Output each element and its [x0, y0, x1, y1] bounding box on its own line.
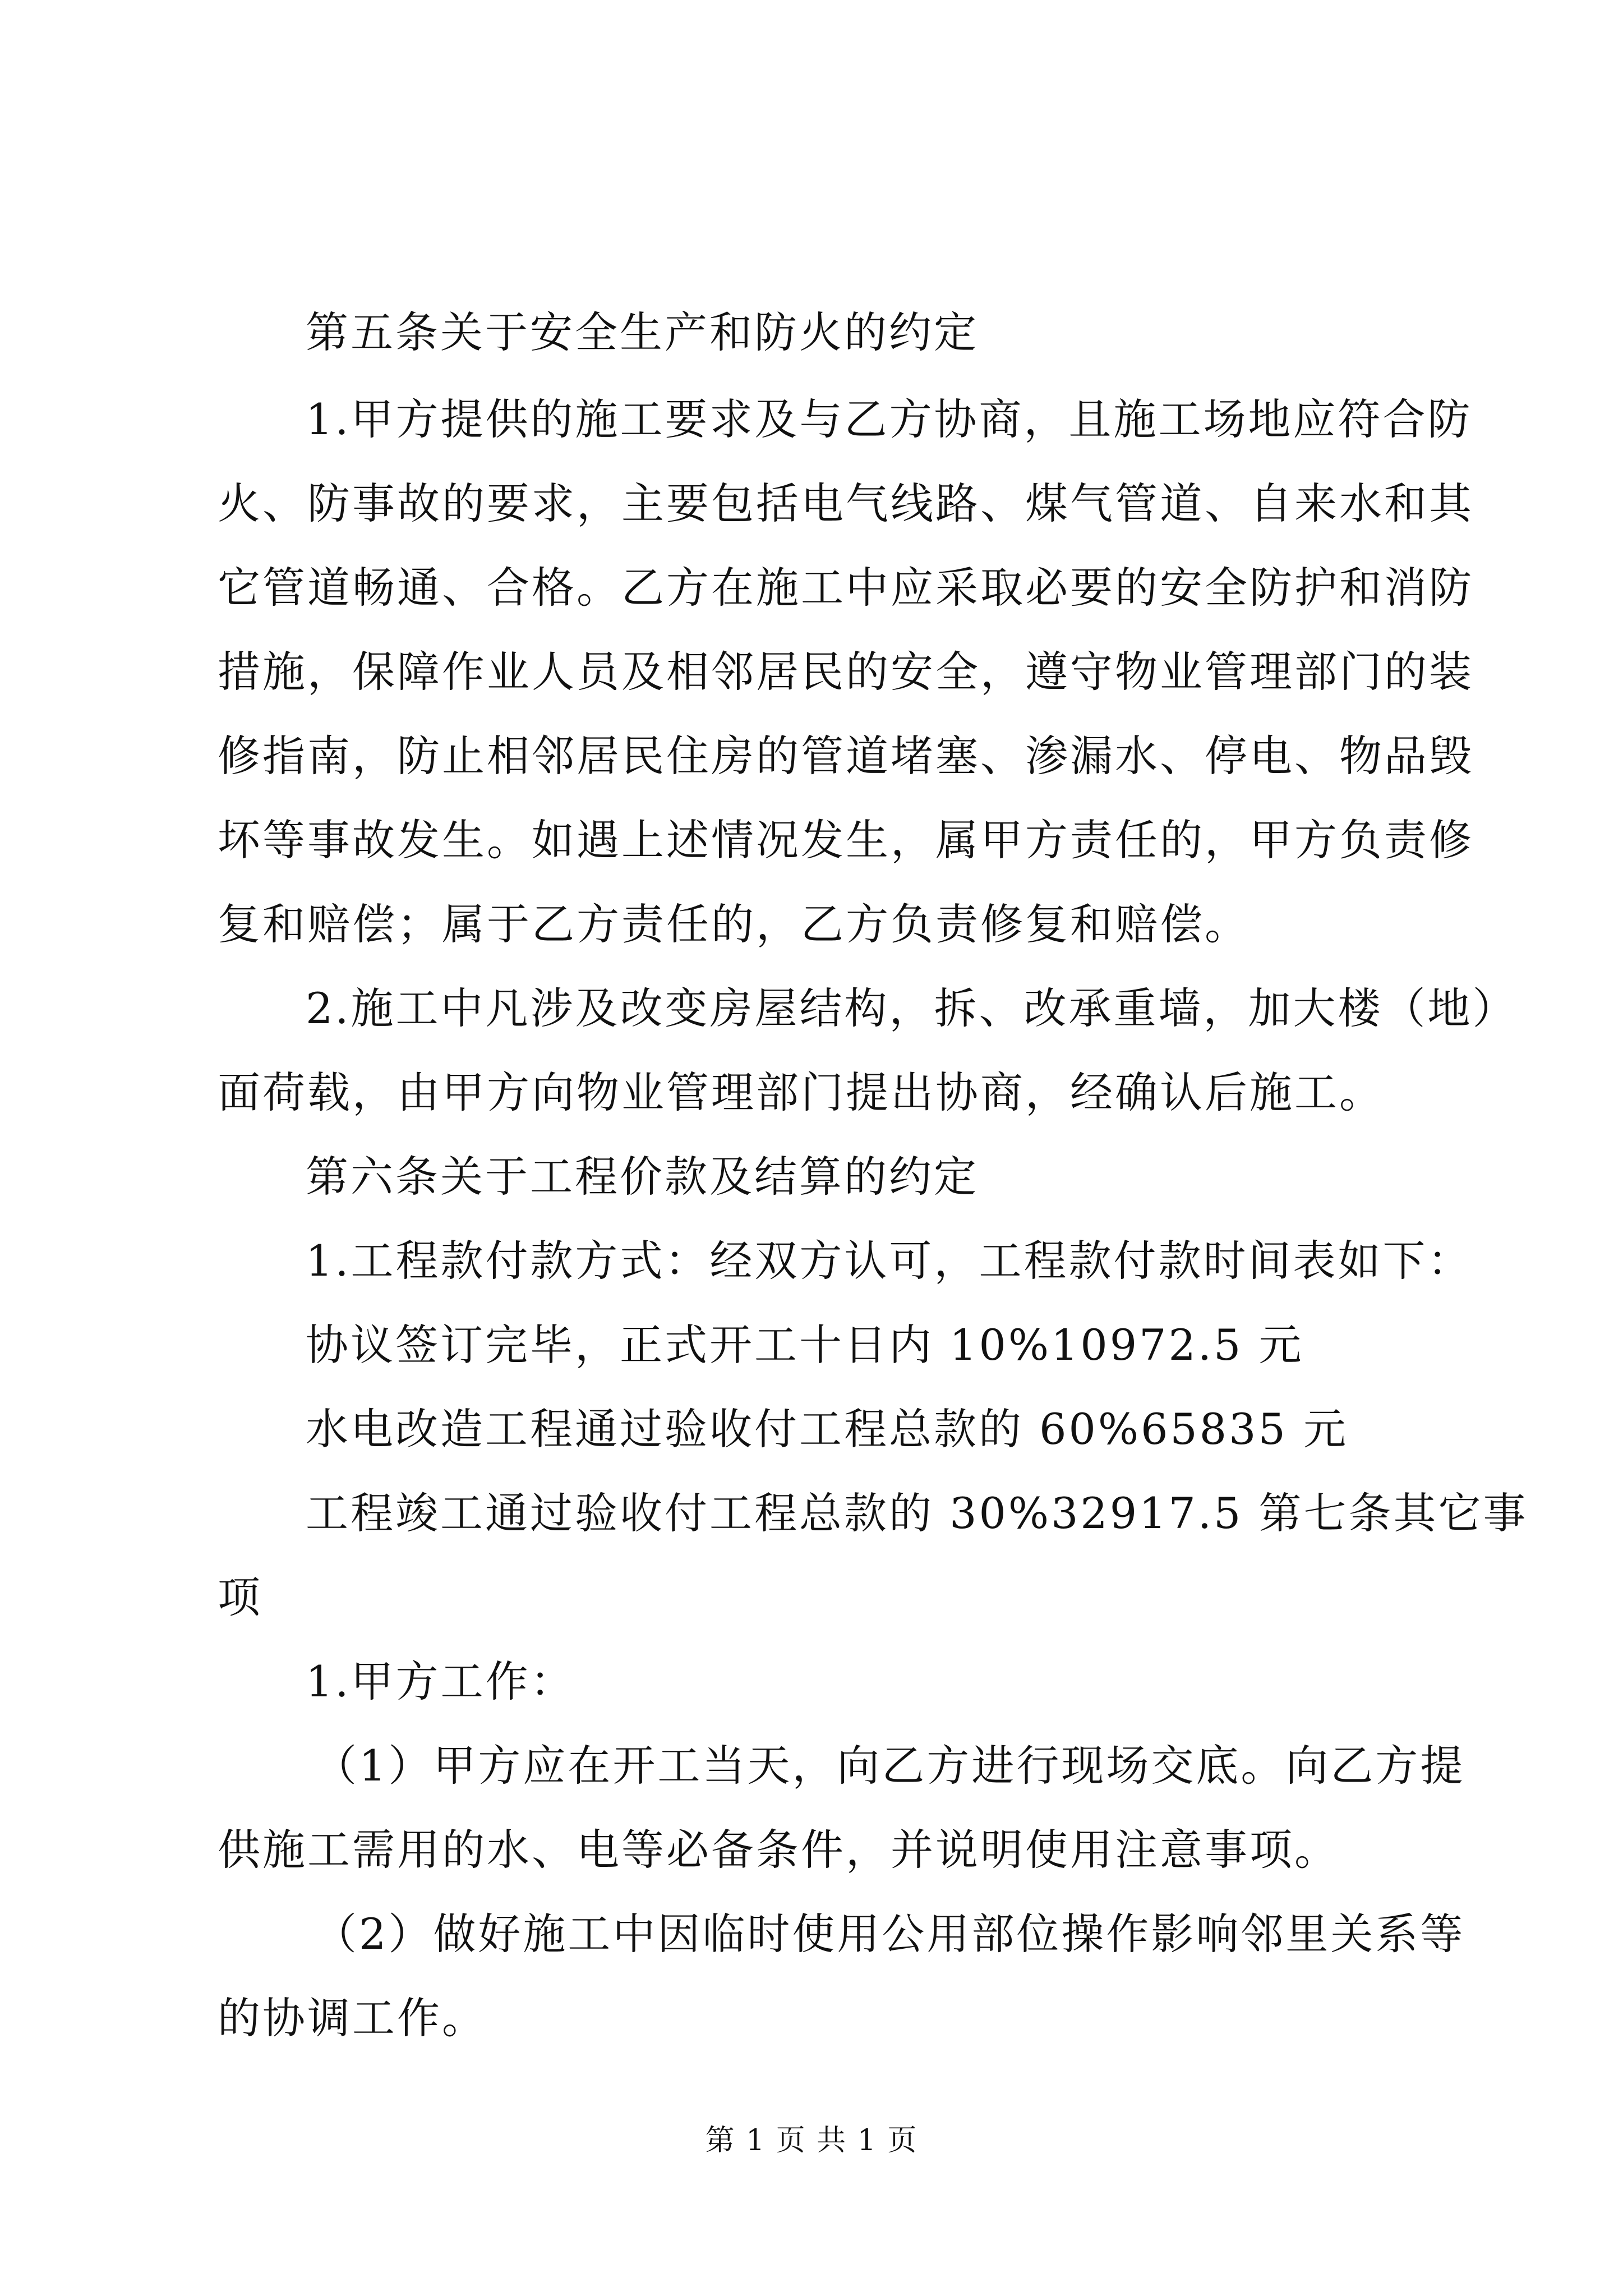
payment-line: 水电改造工程通过验收付工程总款的 60%65835 元 [306, 1404, 1349, 1454]
body-line: （1）甲方应在开工当天，向乙方进行现场交底。向乙方提 [314, 1741, 1465, 1791]
body-line: 措施，保障作业人员及相邻居民的安全，遵守物业管理部门的装 [218, 647, 1474, 697]
payment-line: 工程竣工通过验收付工程总款的 30%32917.5 第七条其它事 [306, 1488, 1528, 1538]
article-6-heading: 第六条关于工程价款及结算的约定 [306, 1152, 979, 1202]
body-line: （2）做好施工中因临时使用公用部位操作影响邻里关系等 [314, 1909, 1465, 1959]
body-line: 复和赔偿；属于乙方责任的，乙方负责修复和赔偿。 [218, 899, 1249, 949]
body-line: 项 [218, 1572, 262, 1622]
article-5-heading: 第五条关于安全生产和防火的约定 [306, 307, 979, 357]
body-line: 供施工需用的水、电等必备条件，并说明使用注意事项。 [218, 1825, 1339, 1875]
body-line: 的协调工作。 [218, 1993, 487, 2043]
page-number-footer: 第 1 页 共 1 页 [705, 2124, 918, 2157]
body-line: 火、防事故的要求，主要包括电气线路、煤气管道、自来水和其 [218, 478, 1474, 528]
payment-line: 协议签订完毕，正式开工十日内 10%10972.5 元 [306, 1320, 1304, 1370]
body-line: 1.甲方提供的施工要求及与乙方协商，且施工场地应符合防 [306, 394, 1473, 444]
body-line: 修指南，防止相邻居民住房的管道堵塞、渗漏水、停电、物品毁 [218, 731, 1474, 781]
body-line: 2.施工中凡涉及改变房屋结构，拆、改承重墙，加大楼（地） [306, 983, 1518, 1033]
body-line: 它管道畅通、合格。乙方在施工中应采取必要的安全防护和消防 [218, 563, 1474, 613]
body-line: 1.工程款付款方式：经双方认可，工程款付款时间表如下： [306, 1236, 1473, 1286]
body-line: 面荷载，由甲方向物业管理部门提出协商，经确认后施工。 [218, 1068, 1384, 1117]
party-a-duties-heading: 1.甲方工作： [306, 1657, 575, 1706]
body-line: 坏等事故发生。如遇上述情况发生，属甲方责任的，甲方负责修 [218, 815, 1474, 865]
